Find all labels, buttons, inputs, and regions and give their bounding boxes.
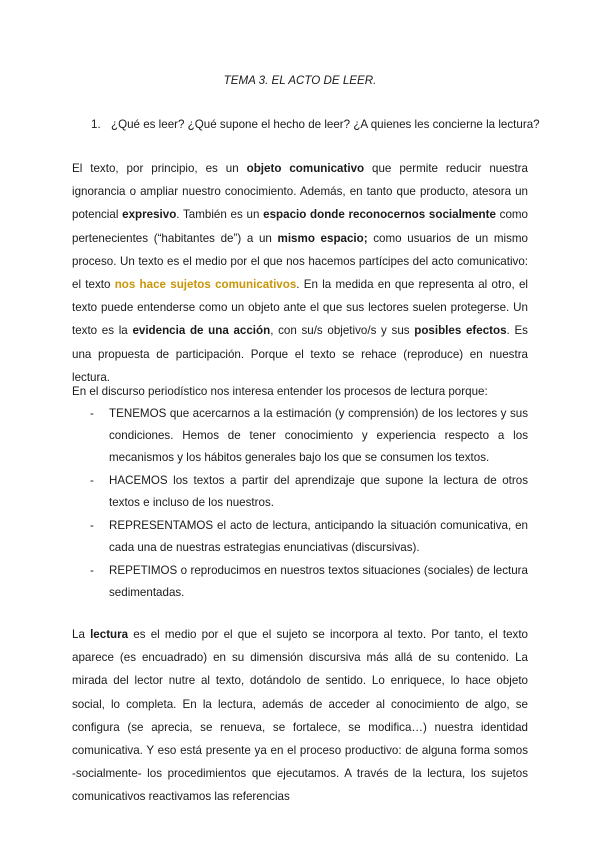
- text-run: que permite reducir nuestra ignorancia o ampliar nuestro conocimiento. Además, en tanto que producto, atesora un potencial: [72, 162, 528, 222]
- bold-run: evidencia de una acción: [132, 324, 271, 338]
- list-item: [72, 470, 528, 514]
- text-run: es el medio por el que el sujeto se incorpora al texto. Por tanto, el texto aparece (es encuadrado) en su dimensión discursiva más allá de su contenido. La mirada del lector nutre al texto, dotándolo de sentido. Lo enriquece, lo hace objeto social, lo completa. En la lectura, además de acceder al conocimiento de algo, se configura (se aprecia, se renueva, se fortalece, se modifica…) nuestra identidad comunicativa. Y eso está presente ya en el proceso productivo: de alguna forma somos -socialmente- los procedimientos que ejecutamos. A través de la lectura, los sujetos comunicativos reactivamos las referencias: [72, 628, 528, 804]
- question-line: [91, 117, 540, 133]
- text-run: El texto, por principio, es un: [72, 162, 247, 175]
- text-run: como usuarios de un mismo proceso. Un texto es el medio por el que nos hacemos partícipes del acto comunicativo: el texto: [72, 231, 528, 292]
- text-run: . También es un: [176, 208, 264, 222]
- paragraph-text-object: [72, 157, 528, 389]
- bold-run: expresivo: [122, 208, 177, 222]
- list-dash: -: [90, 519, 94, 532]
- question-number: 1.: [91, 118, 101, 131]
- list-dash: -: [90, 474, 94, 487]
- reasons-list: [72, 403, 528, 605]
- bold-run: lectura: [90, 628, 129, 641]
- list-dash: -: [90, 564, 94, 577]
- list-item-text: TENEMOS que acercarnos a la estimación (y comprensión) de los lectores y sus condiciones. Hemos de tener conocimiento y experiencia respecto a los mecanismos y los hábitos generales bajo los que se consumen los textos.: [109, 407, 528, 464]
- question-text: ¿Qué es leer? ¿Qué supone el hecho de leer? ¿A quienes les concierne la lectura?: [111, 118, 540, 131]
- text-run: como pertenecientes (“habitantes de”) a un: [72, 208, 529, 245]
- list-item-text: HACEMOS los textos a partir del aprendizaje que supone la lectura de otros textos e incluso de los nuestros.: [109, 474, 528, 509]
- list-item: [72, 403, 528, 469]
- bold-run: mismo espacio;: [277, 231, 368, 245]
- bold-run: objeto comunicativo: [246, 162, 365, 175]
- document-title: TEMA 3. EL ACTO DE LEER.: [223, 74, 377, 87]
- paragraph-reading: [72, 623, 528, 809]
- text-run: . Es una propuesta de participación. Porque el texto se rehace (reproduce) en nuestra lectura.: [72, 324, 528, 384]
- highlight-run: nos hace sujetos comunicativos: [114, 278, 297, 292]
- list-dash: -: [90, 407, 94, 420]
- text-run: . En la medida en que representa al otro, el texto puede entenderse como un objeto ante el que sus lectores suelen protegerse. Un texto es la: [72, 278, 528, 338]
- list-item-text: REPETIMOS o reproducimos en nuestros textos situaciones (sociales) de lectura sedimentadas.: [109, 564, 528, 599]
- text-run: , con su/s objetivo/s y sus: [270, 324, 415, 338]
- list-item: [72, 515, 528, 559]
- bold-run: posibles efectos: [414, 324, 507, 338]
- paragraph-intro-list: En el discurso periodístico nos interesa entender los procesos de lectura porque:: [72, 385, 488, 398]
- list-item: [72, 560, 528, 604]
- text-run: La: [72, 628, 91, 641]
- bold-run: espacio donde reconocernos socialmente: [263, 208, 496, 222]
- list-item-text: REPRESENTAMOS el acto de lectura, anticipando la situación comunicativa, en cada una de nuestras estrategias enunciativas (discursivas).: [109, 519, 528, 554]
